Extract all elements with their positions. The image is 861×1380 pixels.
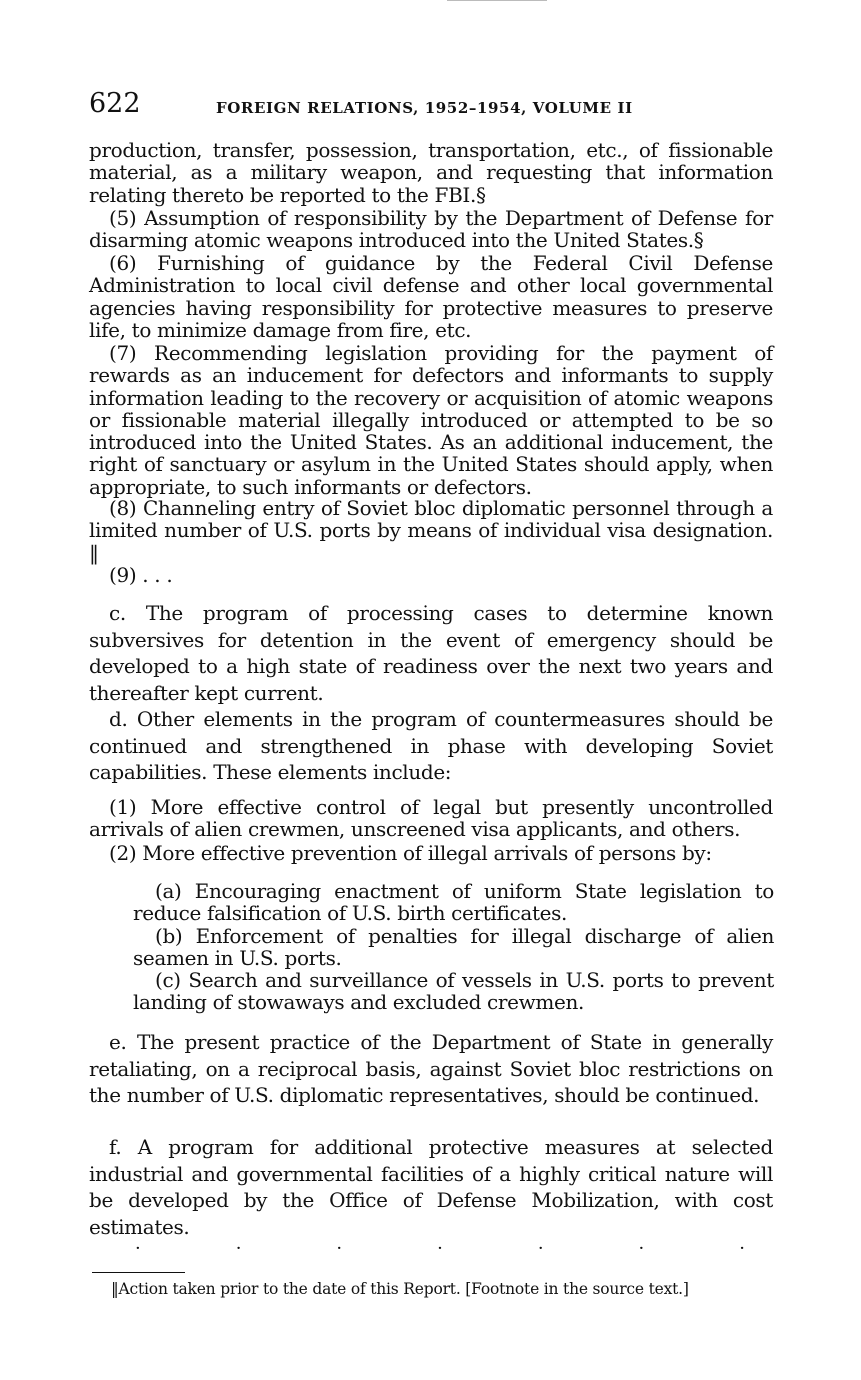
ellipsis-dot: ·: [638, 1238, 645, 1259]
ellipsis-dot-row: [135, 1238, 745, 1259]
paragraph-item-6: (6) Furnishing of guidance by the Federal Civil Defense Administration to local civil defense and other local governmental agencies having responsibility for protective measures to preserve life, to minimize damage from fire, etc.: [89, 251, 773, 342]
paragraph-e: e. The present practice of the Department of State in generally retaliating, on a reciprocal basis, against Soviet bloc restrictions on the number of U.S. diplomatic representatives, should be continued.: [89, 1030, 773, 1107]
paragraph-d-2: (2) More effective prevention of illegal arrivals of persons by:: [109, 841, 712, 865]
paragraph-d: d. Other elements in the program of countermeasures should be continued and strengthened in phase with developing Soviet capabilities. These elements include:: [89, 707, 773, 784]
ellipsis-dot: ·: [739, 1238, 745, 1259]
page-header: [89, 88, 779, 124]
paragraph-item-9: (9) . . .: [109, 563, 173, 587]
running-head: FOREIGN RELATIONS, 1952–1954, VOLUME II: [216, 99, 633, 117]
paragraph-d-1: (1) More effective control of legal but presently uncontrolled arrivals of alien crewmen, unscreened visa applicants, and others.: [89, 795, 773, 842]
paragraph-item-5: (5) Assumption of responsibility by the Department of Defense for disarming atomic weapons introduced into the United States.§: [89, 206, 773, 253]
top-rule: [447, 0, 547, 1]
paragraph-f: f. A program for additional protective measures at selected industrial and governmental facilities of a highly critical nature will be developed by the Office of Defense Mobilization, with cost estimates.: [89, 1135, 773, 1239]
ellipsis-dot: ·: [336, 1238, 343, 1259]
ellipsis-dot: ·: [235, 1238, 242, 1259]
ellipsis-dot: ·: [437, 1238, 443, 1259]
paragraph-item-7: (7) Recommending legislation providing for the payment of rewards as an inducement for defectors and informants to supply information leading to the recovery or acquisition of atomic weapons or fissionable material illegally introduced or attempted to be so introduced into the United States. As an additional inducement, the right of sanctuary or asylum in the United States should apply, when appropriate, to such informants or defectors.: [89, 341, 773, 499]
page-number: 622: [89, 88, 141, 119]
footnote: ‖Action taken prior to the date of this Report. [Footnote in the source text.]: [111, 1280, 689, 1298]
ellipsis-dot: ·: [537, 1238, 544, 1259]
paragraph-d-2-a: (a) Encouraging enactment of uniform State legislation to reduce falsification of U.S. birth certificates.: [133, 879, 774, 926]
paragraph-c: c. The program of processing cases to determine known subversives for detention in the event of emergency should be developed to a high state of readiness over the next two years and thereafter kept current.: [89, 601, 773, 705]
ellipsis-dot: ·: [135, 1238, 141, 1259]
footnote-rule: [92, 1272, 185, 1273]
paragraph-continued: production, transfer, possession, transportation, etc., of fissionable material, as a military weapon, and requesting that information relating thereto be reported to the FBI.§: [89, 138, 773, 207]
paragraph-d-2-c: (c) Search and surveillance of vessels in U.S. ports to prevent landing of stowaways and excluded crewmen.: [133, 968, 774, 1015]
paragraph-item-8: (8) Channeling entry of Soviet bloc diplomatic personnel through a limited number of U.S. ports by means of individual visa designation. ‖: [89, 496, 773, 565]
paragraph-d-2-b: (b) Enforcement of penalties for illegal discharge of alien seamen in U.S. ports.: [133, 924, 774, 971]
